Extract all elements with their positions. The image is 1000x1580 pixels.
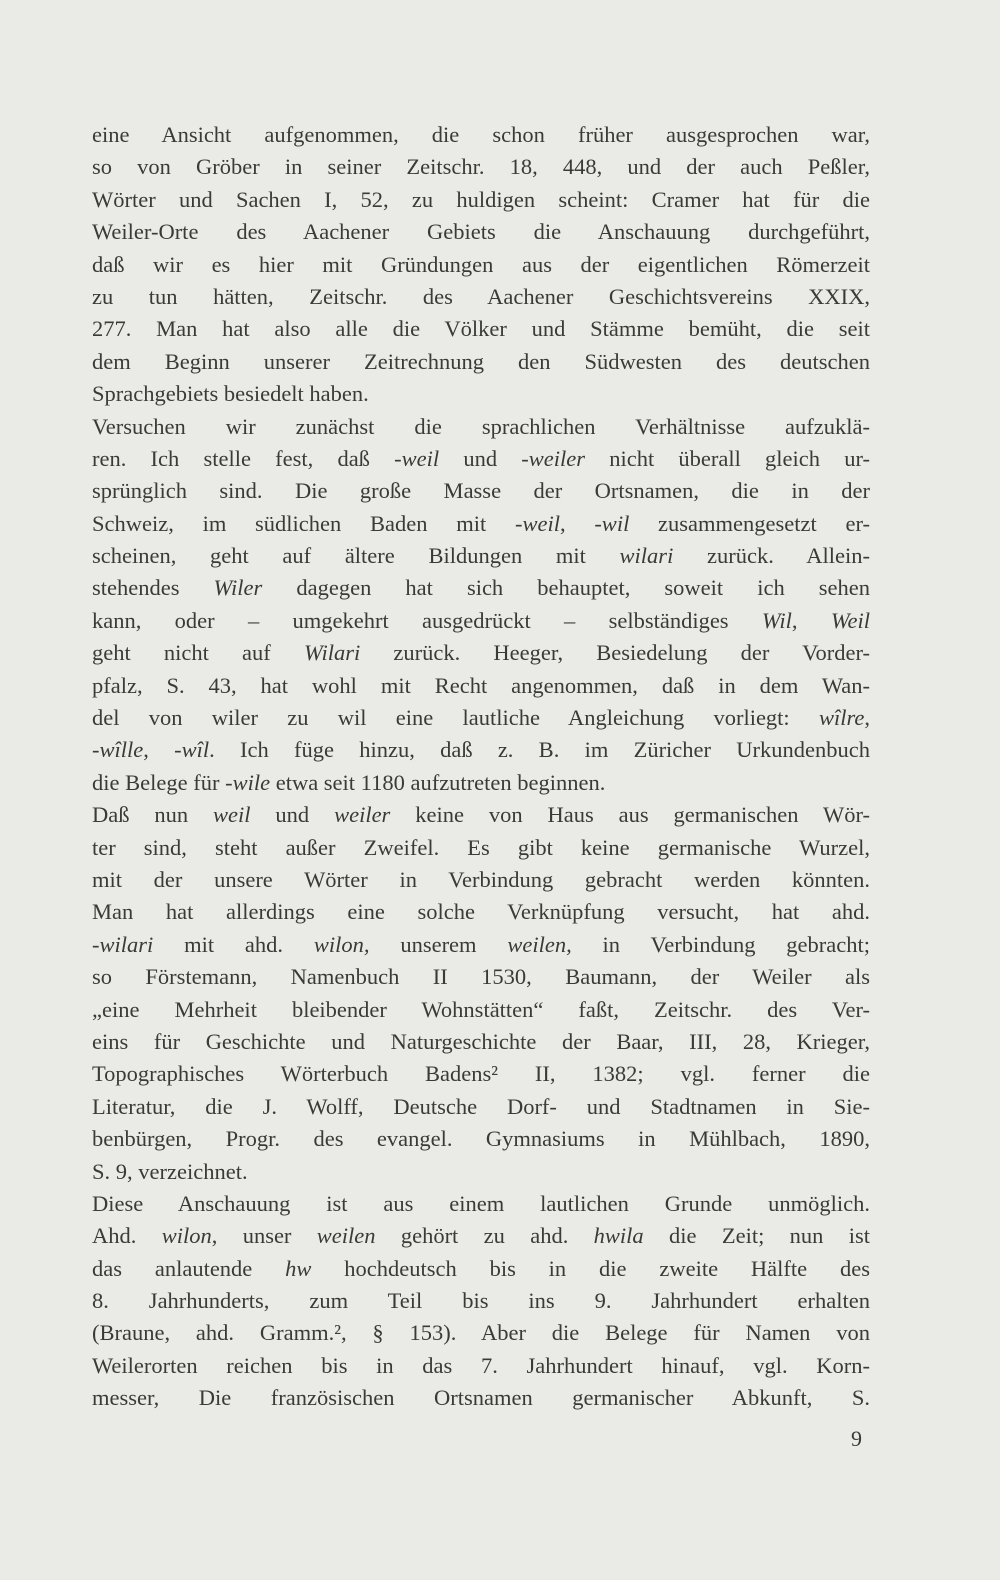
- text-run: Man hat allerdings eine solche Verknüpfung versucht, hat ahd.: [92, 899, 870, 925]
- text-line: [92, 1253, 870, 1285]
- text-run: 8. Jahrhunderts, zum Teil bis ins 9. Jahrhundert erhalten: [92, 1288, 870, 1314]
- text-line: [92, 249, 870, 281]
- text-run: ,: [143, 737, 175, 763]
- text-line: [92, 1156, 870, 1188]
- text-line: [92, 1350, 870, 1382]
- text-line: [92, 119, 870, 151]
- text-line: [92, 929, 870, 961]
- text-run: Weiler-Orte des Aachener Gebiets die Anschauung durchgeführt,: [92, 219, 870, 245]
- text-line: [92, 605, 870, 637]
- text-line: [92, 1188, 870, 1220]
- text-run: ,: [559, 510, 595, 536]
- text-run: Wörter und Sachen I, 52, zu huldigen scheint: Cramer hat für die: [92, 186, 870, 212]
- text-run: nicht überall gleich ur-: [585, 445, 870, 471]
- text-line: [92, 961, 870, 993]
- italic-word: -wîl: [174, 737, 210, 763]
- italic-word: hw: [285, 1255, 312, 1281]
- text-run: Weilerorten reichen bis in das 7. Jahrhundert hinauf, vgl. Korn-: [92, 1352, 870, 1378]
- italic-word: weilen: [316, 1223, 376, 1249]
- italic-word: weil: [213, 802, 251, 828]
- text-run: in Verbindung gebracht;: [571, 931, 870, 957]
- text-run: Ahd.: [92, 1223, 162, 1249]
- text-run: . Ich füge hinzu, daß z. B. im Züricher Urkundenbuch: [209, 737, 870, 763]
- text-run: „eine Mehrheit bleibender Wohnstätten“ faßt, Zeitschr. des Ver-: [92, 996, 870, 1022]
- text-line: [92, 572, 870, 604]
- text-line: [92, 411, 870, 443]
- text-run: eins für Geschichte und Naturgeschichte der Baar, III, 28, Krieger,: [92, 1028, 870, 1054]
- text-run: ter sind, steht außer Zweifel. Es gibt keine germanische Wurzel,: [92, 834, 870, 860]
- text-line: [92, 1058, 870, 1090]
- text-run: Topographisches Wörterbuch Badens² II, 1382; vgl. ferner die: [92, 1061, 870, 1087]
- text-line: [92, 637, 870, 669]
- text-line: [92, 670, 870, 702]
- text-line: [92, 832, 870, 864]
- text-run: stehendes: [92, 575, 214, 601]
- text-run: Schweiz, im südlichen Baden mit: [92, 510, 515, 536]
- italic-word: -weil: [394, 445, 440, 471]
- text-run: (Braune, ahd. Gramm.², § 153). Aber die Belege für Namen von: [92, 1320, 870, 1346]
- text-run: benbürgen, Progr. des evangel. Gymnasiums in Mühlbach, 1890,: [92, 1126, 870, 1152]
- italic-word: -wilari: [92, 931, 154, 957]
- text-run: Sprachgebiets besiedelt haben.: [92, 381, 369, 407]
- italic-word: -wil: [594, 510, 630, 536]
- text-run: daß wir es hier mit Gründungen aus der eigentlichen Römerzeit: [92, 251, 870, 277]
- text-run: Diese Anschauung ist aus einem lautlichen Grunde unmöglich.: [92, 1190, 870, 1216]
- italic-word: wîlre: [818, 705, 865, 731]
- text-run: unserem: [369, 931, 508, 957]
- text-run: Literatur, die J. Wolff, Deutsche Dorf- und Stadtnamen in Sie-: [92, 1093, 870, 1119]
- text-run: ren. Ich stelle fest, daß: [92, 445, 395, 471]
- text-run: zusammengesetzt er-: [629, 510, 870, 536]
- text-run: , unser: [211, 1223, 317, 1249]
- text-run: hochdeutsch bis in die zweite Hälfte des: [311, 1255, 870, 1281]
- text-run: dem Beginn unserer Zeitrechnung den Südwesten des deutschen: [92, 348, 870, 374]
- italic-word: Wiler: [213, 575, 263, 601]
- text-run: zurück. Heeger, Besiedelung der Vorder-: [360, 640, 870, 666]
- text-line: [92, 896, 870, 928]
- text-run: etwa seit 1180 aufzutreten beginnen.: [270, 769, 606, 795]
- italic-word: wilon,: [313, 931, 370, 957]
- body-text: [92, 119, 870, 1415]
- text-run: so Förstemann, Namenbuch II 1530, Baumann, der Weiler als: [92, 964, 870, 990]
- text-line: [92, 1285, 870, 1317]
- italic-word: weiler: [334, 802, 391, 828]
- italic-word: wilon: [161, 1223, 212, 1249]
- italic-word: -wile: [225, 769, 271, 795]
- text-run: S. 9, verzeichnet.: [92, 1158, 248, 1184]
- text-run: gehört zu ahd.: [375, 1223, 594, 1249]
- text-line: [92, 313, 870, 345]
- italic-word: Weil: [830, 607, 870, 633]
- text-run: die Zeit; nun ist: [643, 1223, 870, 1249]
- text-run: scheinen, geht auf ältere Bildungen mit: [92, 543, 620, 569]
- page-number: 9: [851, 1426, 862, 1451]
- text-run: pfalz, S. 43, hat wohl mit Recht angenommen, daß in dem Wan-: [92, 672, 870, 698]
- text-run: Versuchen wir zunächst die sprachlichen Verhältnisse aufzuklä-: [92, 413, 870, 439]
- text-line: [92, 1317, 870, 1349]
- text-run: und: [439, 445, 522, 471]
- italic-word: -weil: [514, 510, 560, 536]
- text-line: [92, 443, 870, 475]
- text-run: die Belege für: [92, 769, 226, 795]
- text-line: [92, 994, 870, 1026]
- text-line: [92, 767, 870, 799]
- text-line: [92, 281, 870, 313]
- text-run: zu tun hätten, Zeitschr. des Aachener Geschichtsvereins XXIX,: [92, 283, 870, 309]
- text-run: mit der unsere Wörter in Verbindung gebracht werden könnten.: [92, 866, 870, 892]
- text-run: dagegen hat sich behauptet, soweit ich sehen: [262, 575, 870, 601]
- text-line: [92, 184, 870, 216]
- text-line: [92, 540, 870, 572]
- text-line: [92, 1091, 870, 1123]
- text-run: mit ahd.: [153, 931, 314, 957]
- text-run: eine Ansicht aufgenommen, die schon früher ausgesprochen war,: [92, 122, 870, 147]
- text-run: das anlautende: [92, 1255, 286, 1281]
- text-run: und: [250, 802, 335, 828]
- text-run: so von Gröber in seiner Zeitschr. 18, 448, und der auch Peßler,: [92, 154, 870, 180]
- text-line: [92, 734, 870, 766]
- text-line: [92, 378, 870, 410]
- text-run: Daß nun: [92, 802, 214, 828]
- text-line: [92, 216, 870, 248]
- text-line: [92, 1382, 870, 1414]
- text-run: 277. Man hat also alle die Völker und Stämme bemüht, die seit: [92, 316, 870, 342]
- text-run: sprünglich sind. Die große Masse der Ortsnamen, die in der: [92, 478, 870, 504]
- text-run: ,: [791, 607, 831, 633]
- text-run: ,: [864, 705, 870, 731]
- text-line: [92, 799, 870, 831]
- text-run: keine von Haus aus germanischen Wör-: [390, 802, 870, 828]
- text-line: [92, 1123, 870, 1155]
- italic-word: wilari: [619, 543, 674, 569]
- text-run: kann, oder – umgekehrt ausgedrückt – selbständiges: [92, 607, 762, 633]
- italic-word: hwila: [593, 1223, 644, 1249]
- italic-word: weilen,: [507, 931, 572, 957]
- italic-word: -wîlle: [92, 737, 144, 763]
- italic-word: -weiler: [521, 445, 586, 471]
- text-line: [92, 864, 870, 896]
- text-run: messer, Die französischen Ortsnamen germanischer Abkunft, S.: [92, 1385, 870, 1411]
- text-run: zurück. Allein-: [673, 543, 870, 569]
- text-line: [92, 346, 870, 378]
- text-line: [92, 151, 870, 183]
- text-run: del von wiler zu wil eine lautliche Angleichung vorliegt:: [92, 705, 819, 731]
- text-line: [92, 702, 870, 734]
- text-line: [92, 508, 870, 540]
- italic-word: Wilari: [303, 640, 361, 666]
- text-line: [92, 1220, 870, 1252]
- italic-word: Wil: [761, 607, 792, 633]
- text-line: [92, 475, 870, 507]
- text-run: geht nicht auf: [92, 640, 304, 666]
- text-line: [92, 1026, 870, 1058]
